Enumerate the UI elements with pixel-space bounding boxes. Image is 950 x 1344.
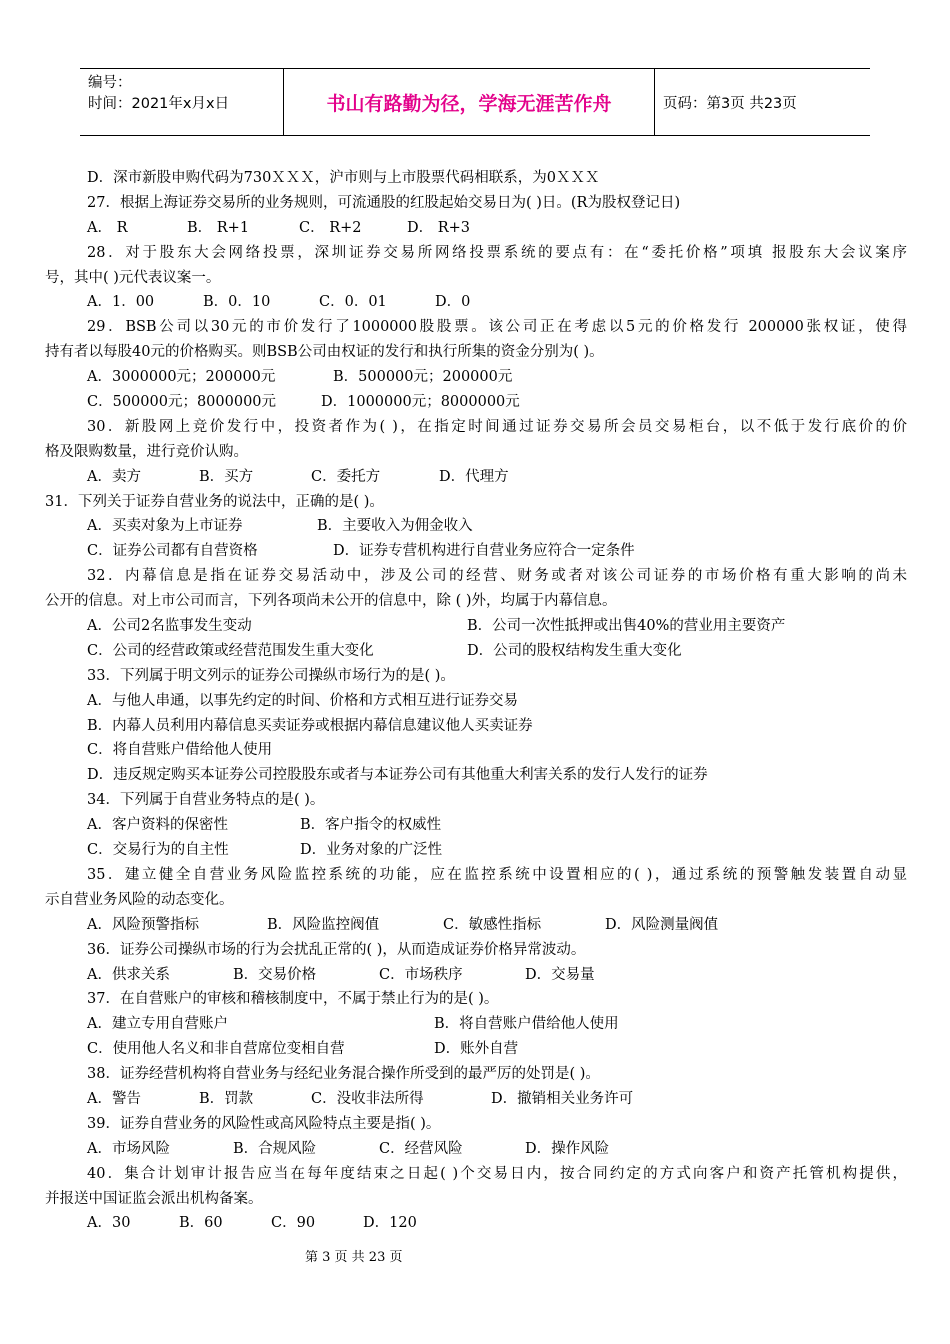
text-line: 27．根据上海证券交易所的业务规则，可流通股的红股起始交易日为( )日。(R为股权登记日): [87, 194, 681, 211]
document-date: 时间：2021年x月x日: [88, 96, 230, 112]
option-item: A．警告: [87, 1090, 141, 1107]
text-line: 30．新股网上竞价发行中，投资者作为( )，在指定时间通过证券交易所会员交易柜台，以不低于发行底价的价: [87, 418, 907, 435]
text-line: 36．证券公司操纵市场的行为会扰乱正常的( )，从而造成证券价格异常波动。: [87, 941, 586, 958]
option-line: [45, 1012, 907, 1037]
text-line: 29．BSB公司以30元的市价发行了1000000股股票。该公司正在考虑以5元的价格发行 200000张权证，使得: [87, 319, 907, 336]
option-item: B．买方: [199, 468, 254, 485]
option-item: A．公司2名监事发生变动: [87, 618, 252, 635]
text-line: C．将自营账户借给他人使用: [87, 742, 273, 759]
text-line: 号，其中( )元代表议案一。: [45, 269, 221, 286]
option-item: C．0．01: [319, 294, 387, 311]
option-item: B．0．10: [203, 294, 271, 311]
option-line: [45, 1137, 907, 1162]
text-line: 35．建立健全自营业务风险监控系统的功能，应在监控系统中设置相应的( )，通过系统的预警触发装置自动显: [87, 866, 907, 883]
option-item: C．敏感性指标: [443, 916, 542, 933]
option-item: C．委托方: [311, 468, 381, 485]
page-header: [80, 68, 870, 136]
header-meta: [80, 69, 283, 135]
option-item: C．500000元；8000000元: [87, 394, 277, 411]
option-item: C．证券公司都有自营资格: [87, 543, 258, 560]
option-item: D．120: [363, 1215, 417, 1232]
option-line: [45, 365, 907, 390]
text-line: 并报送中国证监会派出机构备案。: [45, 1190, 263, 1207]
option-item: A． R: [87, 219, 128, 236]
option-line: [45, 390, 907, 415]
option-item: A．客户资料的保密性: [87, 817, 228, 834]
option-item: B．60: [179, 1215, 223, 1232]
option-item: D．0: [435, 294, 471, 311]
option-item: B．风险监控阀值: [267, 916, 380, 933]
text-line: 格及限购数量，进行竞价认购。: [45, 443, 248, 460]
option-item: B．500000元；200000元: [333, 369, 513, 386]
option-item: C．经营风险: [379, 1140, 463, 1157]
option-line: [45, 1037, 907, 1062]
option-item: D．业务对象的广泛性: [300, 842, 443, 859]
option-item: A．买卖对象为上市证券: [87, 518, 243, 535]
option-item: D．操作风险: [525, 1140, 610, 1157]
text-line: 38．证券经营机构将自营业务与经纪业务混合操作所受到的最严厉的处罚是( )。: [87, 1066, 600, 1083]
text-line: 32．内幕信息是指在证券交易活动中，涉及公司的经营、财务或者对该公司证券的市场价格有重大影响的尚未: [87, 568, 907, 585]
document-body: [45, 166, 907, 1236]
option-line: [45, 1211, 907, 1236]
option-item: B．主要收入为佣金收入: [317, 518, 473, 535]
option-item: B．客户指令的权威性: [300, 817, 442, 834]
text-line: 示自营业务风险的动态变化。: [45, 891, 234, 908]
option-item: B．公司一次性抵押或出售40%的营业用主要资产: [467, 618, 786, 635]
text-line: 33．下列属于明文列示的证券公司操纵市场行为的是( )。: [87, 667, 455, 684]
text-line: 40．集合计划审计报告应当在每年度结束之日起( )个交易日内，按合同约定的方式向客户和资产托管机构提供，: [87, 1165, 907, 1182]
option-line: [45, 838, 907, 863]
option-item: C． R+2: [299, 219, 362, 236]
option-item: D．证券专营机构进行自营业务应符合一定条件: [333, 543, 635, 560]
option-line: [45, 913, 907, 938]
option-item: C．交易行为的自主性: [87, 842, 229, 859]
option-item: D．撤销相关业务许可: [491, 1090, 634, 1107]
option-item: B．罚款: [199, 1090, 254, 1107]
text-line: 公开的信息。对上市公司而言，下列各项尚未公开的信息中，除 ( )外，均属于内幕信息。: [45, 593, 617, 610]
text-line: D．违反规定购买本证券公司控股股东或者与本证券公司有其他重大利害关系的发行人发行的证券: [87, 767, 708, 784]
text-line: 31．下列关于证券自营业务的说法中，正确的是( )。: [45, 493, 384, 510]
option-item: D．代理方: [439, 468, 509, 485]
option-line: [45, 639, 907, 664]
option-item: D．风险测量阀值: [605, 916, 719, 933]
text-line: 34．下列属于自营业务特点的是( )。: [87, 792, 325, 809]
text-line: B．内幕人员利用内幕信息买卖证券或根据内幕信息建议他人买卖证券: [87, 717, 533, 734]
option-item: D．1000000元；8000000元: [321, 394, 520, 411]
option-item: D．交易量: [525, 966, 595, 983]
option-line: [45, 614, 907, 639]
option-line: [45, 963, 907, 988]
text-line: D．深市新股申购代码为730ＸＸＸ，沪市则与上市股票代码相联系，为0ＸＸＸ: [87, 170, 600, 186]
option-item: B．合规风险: [233, 1140, 317, 1157]
option-item: D．账外自营: [434, 1041, 519, 1058]
option-item: A．3000000元；200000元: [87, 369, 276, 386]
option-line: [45, 539, 907, 564]
option-line: [45, 813, 907, 838]
text-line: 28．对于股东大会网络投票，深圳证券交易所网络投票系统的要点有：在“委托价格”项填 报股东大会议案序: [87, 244, 907, 261]
option-item: D．公司的股权结构发生重大变化: [467, 642, 682, 659]
option-item: A．30: [87, 1215, 131, 1232]
option-item: C．公司的经营政策或经营范围发生重大变化: [87, 642, 374, 659]
option-line: [45, 514, 907, 539]
page-footer: 第 3 页 共 23 页: [305, 1250, 403, 1265]
option-item: C．市场秩序: [379, 966, 463, 983]
text-line: 39．证券自营业务的风险性或高风险特点主要是指( )。: [87, 1115, 441, 1132]
option-item: A．风险预警指标: [87, 916, 199, 933]
option-item: A．卖方: [87, 468, 141, 485]
option-item: B． R+1: [187, 219, 250, 236]
option-item: A．1．00: [87, 294, 155, 311]
option-line: [45, 465, 907, 490]
option-line: [45, 1087, 907, 1112]
option-item: B．将自营账户借给他人使用: [434, 1016, 619, 1033]
option-item: C．没收非法所得: [311, 1090, 424, 1107]
header-motto: 书山有路勤为径，学海无涯苦作舟: [283, 69, 655, 135]
option-line: [45, 216, 907, 241]
option-item: D． R+3: [407, 219, 471, 236]
option-item: C．使用他人名义和非自营席位变相自营: [87, 1041, 345, 1058]
option-item: C．90: [271, 1215, 316, 1232]
text-line: 持有者以每股40元的价格购买。则BSB公司由权证的发行和执行所集的资金分别为( )。: [45, 344, 604, 361]
option-item: B．交易价格: [233, 966, 317, 983]
text-line: 37．在自营账户的审核和稽核制度中，不属于禁止行为的是( )。: [87, 991, 499, 1008]
option-item: A．市场风险: [87, 1140, 170, 1157]
option-item: A．供求关系: [87, 966, 170, 983]
header-page-number: 页码：第3页 共23页: [663, 95, 797, 112]
option-line: [45, 290, 907, 315]
text-line: A．与他人串通，以事先约定的时间、价格和方式相互进行证券交易: [87, 692, 518, 709]
option-item: A．建立专用自营账户: [87, 1016, 228, 1033]
document-number: 编号：: [88, 75, 132, 91]
